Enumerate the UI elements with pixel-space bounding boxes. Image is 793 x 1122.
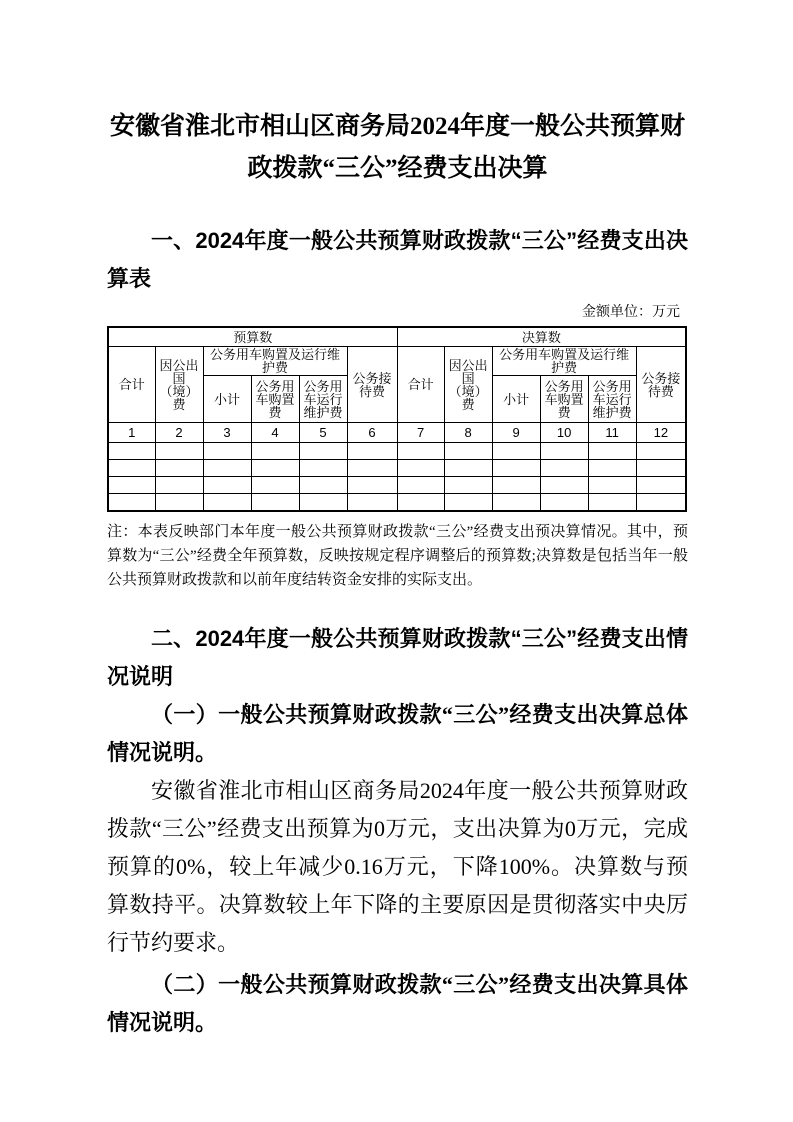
table-data-cell bbox=[540, 443, 588, 460]
column-number: 3 bbox=[203, 423, 251, 443]
table-data-cell bbox=[588, 443, 636, 460]
table-data-cell bbox=[397, 494, 444, 512]
table-data-cell bbox=[108, 443, 155, 460]
table-data-cell bbox=[203, 443, 251, 460]
final-group-header: 决算数 bbox=[397, 327, 686, 347]
table-data-cell bbox=[108, 494, 155, 512]
table-data-cell bbox=[636, 494, 686, 512]
table-data-cell bbox=[299, 443, 347, 460]
main-header-row bbox=[108, 347, 686, 376]
table-data-cell bbox=[492, 494, 540, 512]
table-data-cell bbox=[492, 477, 540, 494]
table-data-cell bbox=[108, 477, 155, 494]
table-data-cell bbox=[347, 477, 397, 494]
column-number: 2 bbox=[155, 423, 203, 443]
table-data-cell bbox=[588, 477, 636, 494]
table-data-cell bbox=[203, 460, 251, 477]
col-header-vehicle-purchase-budget: 公务用车购置费 bbox=[251, 376, 299, 423]
table-data-row bbox=[108, 477, 686, 494]
table-data-cell bbox=[444, 494, 492, 512]
table-data-cell bbox=[397, 443, 444, 460]
sangong-expense-table bbox=[107, 326, 687, 512]
table-data-cell bbox=[155, 494, 203, 512]
column-number: 12 bbox=[636, 423, 686, 443]
table-data-cell bbox=[636, 443, 686, 460]
table-data-cell bbox=[540, 460, 588, 477]
col-header-vehicle-subtotal-budget: 小计 bbox=[203, 376, 251, 423]
col-header-vehicle-maintenance-final: 公务用车运行维护费 bbox=[588, 376, 636, 423]
col-header-vehicle-purchase-final: 公务用车购置费 bbox=[540, 376, 588, 423]
column-number: 4 bbox=[251, 423, 299, 443]
col-header-vehicle-maintenance-budget: 公务用车运行维护费 bbox=[299, 376, 347, 423]
amount-unit-label: 金额单位：万元 bbox=[582, 305, 680, 320]
table-data-cell bbox=[397, 477, 444, 494]
table-data-row bbox=[108, 460, 686, 477]
document-title: 安徽省淮北市相山区商务局2024年度一般公共预算财政拨款“三公”经费支出决算 bbox=[109, 113, 685, 182]
table-data-cell bbox=[540, 494, 588, 512]
table-data-cell bbox=[347, 443, 397, 460]
column-number: 8 bbox=[444, 423, 492, 443]
section2-sub1-paragraph: 安徽省淮北市相山区商务局2024年度一般公共预算财政拨款“三公”经费支出预算为0万元，支出决算为0万元，完成预算的0%，较上年减少0.16万元，下降100%。决算数与预算数持平。决算数较上年下降的主要原因是贯彻落实中央厉行节约要求。 bbox=[107, 778, 688, 955]
col-header-reception-final: 公务接待费 bbox=[636, 347, 686, 423]
col-header-reception-budget: 公务接待费 bbox=[347, 347, 397, 423]
table-data-cell bbox=[155, 460, 203, 477]
column-number: 9 bbox=[492, 423, 540, 443]
col-header-abroad-budget: 因公出国（境）费 bbox=[155, 347, 203, 423]
table-note: 注：本表反映部门本年度一般公共预算财政拨款“三公”经费支出预决算情况。其中，预算数为“三公”经费全年预算数，反映按规定程序调整后的预算数;决算数是包括当年一般公共预算财政拨款和以前年度结转资金安排的实际支出。 bbox=[107, 524, 688, 588]
col-header-vehicle-group-budget: 公务用车购置及运行维护费 bbox=[203, 347, 347, 376]
section2-sub2-heading: （二）一般公共预算财政拨款“三公”经费支出决算具体情况说明。 bbox=[107, 972, 688, 1035]
table-data-cell bbox=[588, 494, 636, 512]
column-number: 6 bbox=[347, 423, 397, 443]
table-data-cell bbox=[155, 443, 203, 460]
table-data-cell bbox=[299, 460, 347, 477]
budget-group-header: 预算数 bbox=[108, 327, 397, 347]
table-data-cell bbox=[203, 477, 251, 494]
table-data-cell bbox=[444, 460, 492, 477]
table-data-cell bbox=[444, 443, 492, 460]
table-data-cell bbox=[299, 494, 347, 512]
group-header-row bbox=[108, 327, 686, 347]
table-data-cell bbox=[540, 477, 588, 494]
table-data-cell bbox=[588, 460, 636, 477]
table-data-cell bbox=[251, 477, 299, 494]
column-number: 11 bbox=[588, 423, 636, 443]
table-data-cell bbox=[347, 460, 397, 477]
section2-heading: 二、2024年度一般公共预算财政拨款“三公”经费支出情况说明 bbox=[107, 626, 688, 689]
table-data-cell bbox=[397, 460, 444, 477]
table-data-cell bbox=[492, 460, 540, 477]
table-data-cell bbox=[636, 460, 686, 477]
table-body bbox=[108, 443, 686, 512]
table-data-row bbox=[108, 494, 686, 512]
table-data-cell bbox=[155, 477, 203, 494]
col-header-total-budget: 合计 bbox=[108, 347, 155, 423]
column-number: 1 bbox=[108, 423, 155, 443]
table-data-cell bbox=[347, 494, 397, 512]
table-data-cell bbox=[444, 477, 492, 494]
col-header-vehicle-subtotal-final: 小计 bbox=[492, 376, 540, 423]
table-data-row bbox=[108, 443, 686, 460]
table-data-cell bbox=[251, 494, 299, 512]
table-data-cell bbox=[636, 477, 686, 494]
table-data-cell bbox=[299, 477, 347, 494]
column-number-row bbox=[108, 423, 686, 443]
table-data-cell bbox=[108, 460, 155, 477]
col-header-total-final: 合计 bbox=[397, 347, 444, 423]
column-number: 5 bbox=[299, 423, 347, 443]
section2-sub1-heading: （一）一般公共预算财政拨款“三公”经费支出决算总体情况说明。 bbox=[107, 702, 688, 765]
column-number: 10 bbox=[540, 423, 588, 443]
table-data-cell bbox=[492, 443, 540, 460]
table-data-cell bbox=[251, 460, 299, 477]
col-header-vehicle-group-final: 公务用车购置及运行维护费 bbox=[492, 347, 636, 376]
col-header-abroad-final: 因公出国（境）费 bbox=[444, 347, 492, 423]
table-data-cell bbox=[251, 443, 299, 460]
table-data-cell bbox=[203, 494, 251, 512]
column-number: 7 bbox=[397, 423, 444, 443]
section1-heading: 一、2024年度一般公共预算财政拨款“三公”经费支出决算表 bbox=[107, 228, 688, 291]
